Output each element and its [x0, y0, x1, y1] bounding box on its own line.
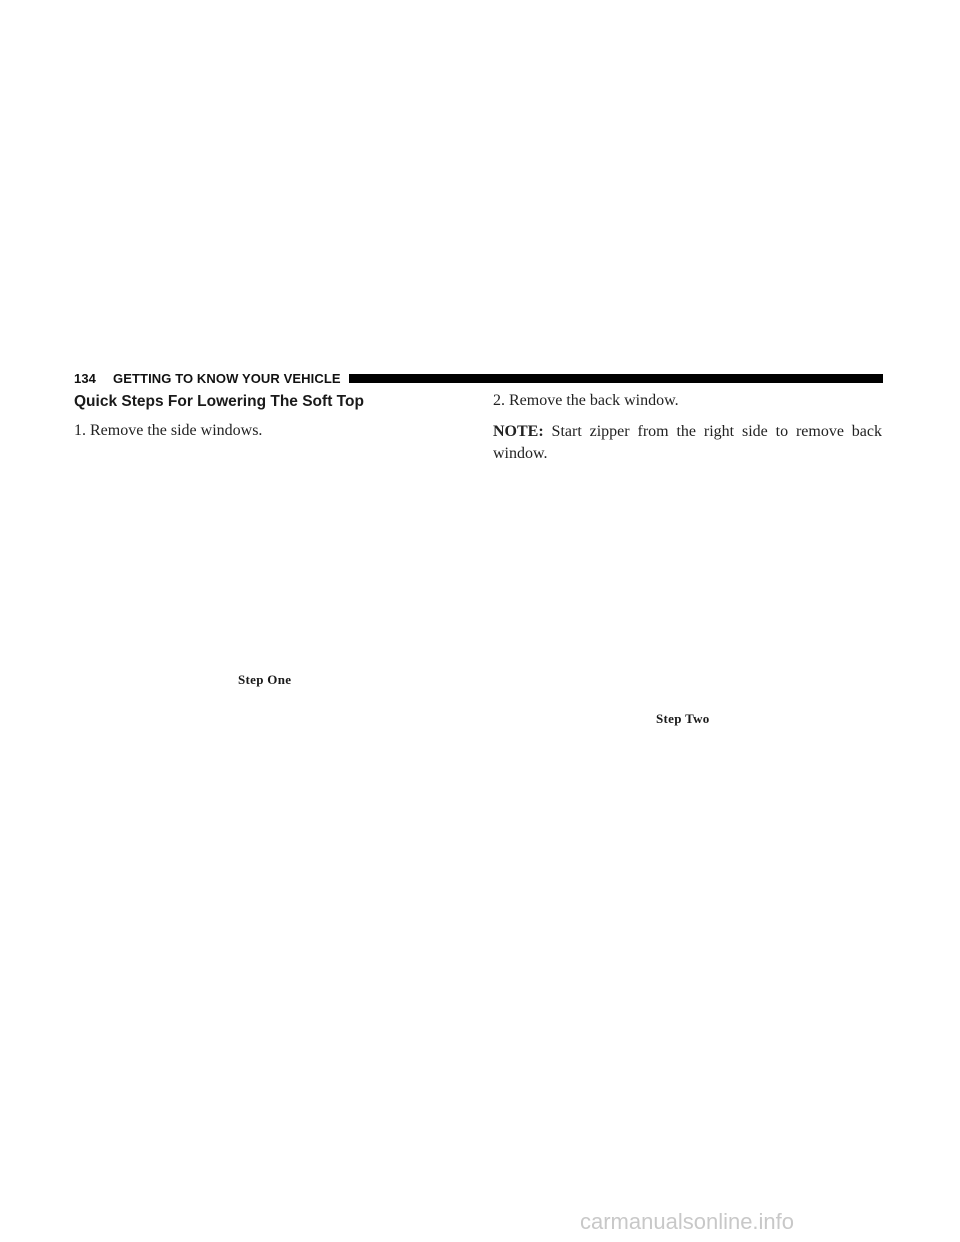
page-number: 134 [74, 370, 96, 386]
step-one-text: 1. Remove the side windows. [74, 422, 263, 439]
note-label: NOTE: [493, 423, 544, 440]
step-two-caption: Step Two [656, 711, 710, 726]
note-paragraph [493, 421, 882, 465]
step-one-caption: Step One [238, 672, 292, 687]
section-heading: Quick Steps For Lowering The Soft Top [74, 393, 364, 410]
step-one-figure [74, 452, 463, 666]
page-header [74, 369, 883, 387]
step-two-figure [493, 470, 882, 706]
section-title: GETTING TO KNOW YOUR VEHICLE [113, 370, 341, 386]
watermark[interactable]: carmanualsonline.info [580, 1209, 795, 1234]
step-two-text: 2. Remove the back window. [493, 392, 679, 409]
note-text: Start zipper from the right side to remove back window. [493, 423, 882, 462]
header-rule [349, 374, 883, 383]
